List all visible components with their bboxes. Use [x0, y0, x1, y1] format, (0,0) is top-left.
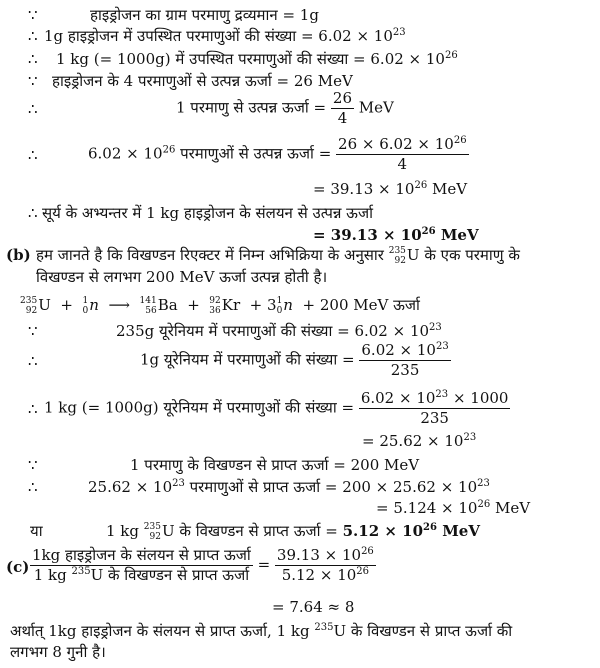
text-line: $25.62 \times 10^{23}$ परमाणुओं से प्राप्त ऊर्जा = $200 \times 25.62 \times 10^{23}$	[88, 478, 490, 496]
answer-value: $5.12 \times 10^{26}$ MeV	[342, 522, 480, 540]
text-line: 1g हाइड्रोजन में उपस्थित परमाणुओं की संख्या = $6.02 \times 10^{23}$	[44, 27, 406, 45]
fraction: $\frac{26}{4}$	[332, 89, 353, 127]
fraction: $\frac{6.02 \times 10^{23}}{235}$	[361, 341, 449, 379]
text-line: विखण्डन से लगभग 200 MeV ऊर्जा उत्पन्न होती है।	[36, 268, 328, 286]
therefore-symbol: ∴	[28, 27, 38, 45]
ratio-expression: $\frac{\text{1kg हाइड्रोजन के संलयन से प्राप्त ऊर्जा}}{1 kg ^{235}U के विखण्डन से प्राप्त ऊर्जा}$ = $\frac{39.13 \times 10^{26}}{5.12 \times 10^{26}}$	[32, 546, 374, 584]
ya-label: या	[30, 522, 43, 540]
text-line: अर्थात् 1kg हाइड्रोजन के संलयन से प्राप्त ऊर्जा, 1 kg $^{235}$U के विखण्डन से प्राप्त ऊर्जा की	[10, 622, 513, 640]
therefore-symbol: ∴	[28, 100, 38, 118]
therefore-symbol: ∴	[28, 478, 38, 496]
text-line: = $25.62 \times 10^{23}$	[362, 432, 477, 450]
isotope-notation: 235 92	[388, 246, 406, 266]
therefore-symbol: ∴	[28, 204, 38, 222]
because-symbol: ∵	[28, 456, 38, 474]
text-line: 1 kg (= 1000g) में उपस्थित परमाणुओं की संख्या = $6.02 \times 10^{26}$	[56, 50, 458, 68]
text-line: हाइड्रोजन के 4 परमाणुओं से उत्पन्न ऊर्जा = 26 MeV	[52, 72, 353, 90]
therefore-symbol: ∴	[28, 50, 38, 68]
reaction-equation: 235 92 U + 1 0 n ⟶ 141 56 Ba + 92 36 Kr + 3 1 0 n + 200 MeV ऊर्जा	[20, 296, 420, 316]
part-b-label: (b)	[6, 246, 31, 264]
text-line: हम जानते है कि विखण्डन रिएक्टर में निम्न अभिक्रिया के अनुसार 235 92 U के एक परमाणु के	[36, 246, 520, 266]
text-line: 1 परमाणु के विखण्डन से प्राप्त ऊर्जा = 200 MeV	[130, 456, 420, 474]
arrow-icon: ⟶	[108, 296, 130, 314]
because-symbol: ∵	[28, 72, 38, 90]
fraction: $\frac{6.02 \times 10^{23} \times 1000}{235}$	[360, 389, 509, 427]
text-line: = $5.124 \times 10^{26}$ MeV	[376, 499, 531, 517]
answer-line: = $39.13 \times 10^{26}$ MeV	[313, 226, 479, 244]
fraction: $\frac{39.13 \times 10^{26}}{5.12 \times 10^{26}}$	[276, 546, 374, 584]
fraction: $\frac{26 \times 6.02 \times 10^{26}}{4}$	[338, 135, 467, 173]
text-line: 1 kg (= 1000g) यूरेनियम में परमाणुओं की संख्या = $\frac{6.02 \times 10^{23} \times 1000}{235}$	[44, 389, 509, 427]
isotope-notation: 235 92	[143, 522, 161, 542]
part-c-label: (c)	[6, 558, 30, 576]
text-line: सूर्य के अभ्यन्तर में 1 kg हाइड्रोजन के संलयन से उत्पन्न ऊर्जा	[42, 204, 373, 222]
because-symbol: ∵	[28, 322, 38, 340]
text-line: = $39.13 \times 10^{26}$ MeV	[313, 180, 468, 198]
text-line: लगभग 8 गुनी है।	[10, 643, 106, 661]
text-line: हाइड्रोजन का ग्राम परमाणु द्रव्यमान = 1g	[90, 6, 319, 24]
text-line: 235g यूरेनियम में परमाणुओं की संख्या = $6.02 \times 10^{23}$	[116, 322, 442, 340]
therefore-symbol: ∴	[28, 352, 38, 370]
fraction: $\frac{\text{1kg हाइड्रोजन के संलयन से प्राप्त ऊर्जा}}{1 kg ^{235}U के विखण्डन से प्राप्त ऊर्जा}$	[32, 546, 251, 584]
result-line: = 7.64 ≈ 8	[272, 598, 355, 616]
text-line: $6.02 \times 10^{26}$ परमाणुओं से उत्पन्न ऊर्जा = $\frac{26 \times 6.02 \times 10^{26}}{4}$	[88, 135, 467, 173]
therefore-symbol: ∴	[28, 400, 38, 418]
text-line: 1 परमाणु से उत्पन्न ऊर्जा = $\frac{26}{4}$ MeV	[176, 89, 394, 127]
text-line: 1g यूरेनियम में परमाणुओं की संख्या = $\frac{6.02 \times 10^{23}}{235}$	[140, 341, 449, 379]
therefore-symbol: ∴	[28, 146, 38, 164]
text-line: 1 kg 235 92 U के विखण्डन से प्राप्त ऊर्जा = $5.12 \times 10^{26}$ MeV	[106, 522, 480, 542]
because-symbol: ∵	[28, 6, 38, 24]
